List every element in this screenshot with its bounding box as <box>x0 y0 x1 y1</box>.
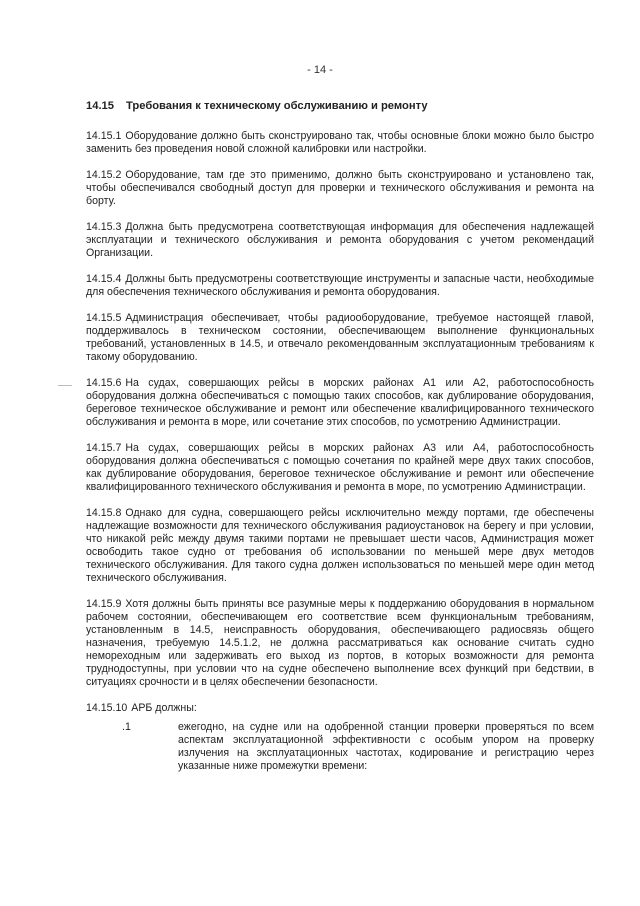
paragraph-text: Администрация обеспечивает, чтобы радиооборудование, требуемое настоящей главой, поддерживалось в техническом состоянии, обеспечивающем выполнение функциональных требований, установленных в 14.5, и отвечало рекомендованным эксплуатационным требованиям к такому оборудованию. <box>86 312 594 363</box>
paragraph-number: 14.15.8 <box>86 507 122 519</box>
paragraph-number: 14.15.1 <box>86 130 122 142</box>
section-title: Требования к техническому обслуживанию и ремонту <box>126 100 428 112</box>
paragraph-number: 14.15.2 <box>86 169 122 181</box>
margin-mark <box>58 385 72 386</box>
section-heading <box>86 100 600 112</box>
paragraph-14-15-5 <box>86 312 594 364</box>
paragraph-14-15-4 <box>86 273 594 299</box>
paragraph-14-15-8 <box>86 507 594 585</box>
sub-item-1 <box>86 721 594 773</box>
paragraph-number: 14.15.10 <box>86 702 128 714</box>
paragraph-number: 14.15.5 <box>86 312 122 324</box>
paragraph-14-15-6 <box>86 377 594 429</box>
paragraph-text: Оборудование, там где это применимо, должно быть сконструировано и установлено так, чтобы обеспечивался свободный доступ для проверки и технического обслуживания и ремонта на борту. <box>86 169 594 207</box>
paragraph-number: 14.15.4 <box>86 273 122 285</box>
paragraph-14-15-3 <box>86 221 594 260</box>
paragraph-text: На судах, совершающих рейсы в морских районах А3 или А4, работоспособность оборудования должна обеспечиваться с помощью сочетания по крайней мере двух таких способов, как дублирование оборудования, береговое техническое обслуживание и ремонт или обеспечение квалифицированного технического обслуживания и ремонта в море, по усмотрению Администрации. <box>86 442 594 493</box>
paragraph-text: Должны быть предусмотрены соответствующие инструменты и запасные части, необходимые для обеспечения технического обслуживания и ремонта оборудования. <box>86 273 594 298</box>
page-number: - 14 - <box>307 64 333 76</box>
paragraph-number: 14.15.3 <box>86 221 122 233</box>
paragraph-text: Хотя должны быть приняты все разумные меры к поддержанию оборудования в нормальном рабочем состоянии, обеспечивающем его соответствие всем функциональным требованиям, установленным в 14.5, неисправность оборудования, обеспечивающего радиосвязь общего назначения, требуемую 14.5.1.2, не должна рассматриваться как основание считать судно немореходным или задерживать его выход из портов, в которых возможности для ремонта труднодоступны, при условии что на судне обеспечено выполнение всех функций при бедствии, в ситуациях срочности и в целях обеспечении безопасности. <box>86 598 594 688</box>
paragraph-14-15-7 <box>86 442 594 494</box>
paragraph-text: Должна быть предусмотрена соответствующая информация для обеспечения надлежащей эксплуатации и технического обслуживания и ремонта оборудования с учетом рекомендаций Организации. <box>86 221 594 259</box>
section-number: 14.15 <box>86 100 114 112</box>
paragraph-text: АРБ должны: <box>131 702 197 714</box>
paragraph-number: 14.15.9 <box>86 598 122 610</box>
paragraph-14-15-2 <box>86 169 594 208</box>
paragraph-text: На судах, совершающих рейсы в морских районах А1 или А2, работоспособность оборудования должна обеспечиваться с помощью таких способов, как дублирование оборудования, береговое техническое обслуживание и ремонт или обеспечение квалифицированного технического обслуживания и ремонта в море, или сочетание этих способов, по усмотрению Администрации. <box>86 377 594 428</box>
document-body <box>86 130 594 773</box>
paragraph-number: 14.15.7 <box>86 442 122 454</box>
paragraph-text: Оборудование должно быть сконструировано так, чтобы основные блоки можно было быстро заменить без проведения новой сложной калибровки или настройки. <box>86 130 594 155</box>
paragraph-text: Однако для судна, совершающего рейсы исключительно между портами, где обеспечены надлежащие возможности для технического обслуживания радиоустановок на берегу и при условии, что никакой рейс между двумя такими портами не превышает шести часов, Администрация может освободить такое судно от требования об использовании по меньшей мере двух методов технического обслуживания. Для такого судна должен использоваться по меньшей мере один метод технического обслуживания. <box>86 507 594 584</box>
paragraph-14-15-9 <box>86 598 594 689</box>
sub-item-text: ежегодно, на судне или на одобренной станции проверки проверяться по всем аспектам эксплуатационной эффективности с особым упором на проверку излучения на эксплуатационных частотах, кодирование и регистрацию через указанные ниже промежутки времени: <box>178 721 594 772</box>
paragraph-14-15-10 <box>86 702 594 715</box>
paragraph-14-15-1 <box>86 130 594 156</box>
paragraph-number: 14.15.6 <box>86 377 122 389</box>
sub-item-marker: .1 <box>122 721 131 733</box>
